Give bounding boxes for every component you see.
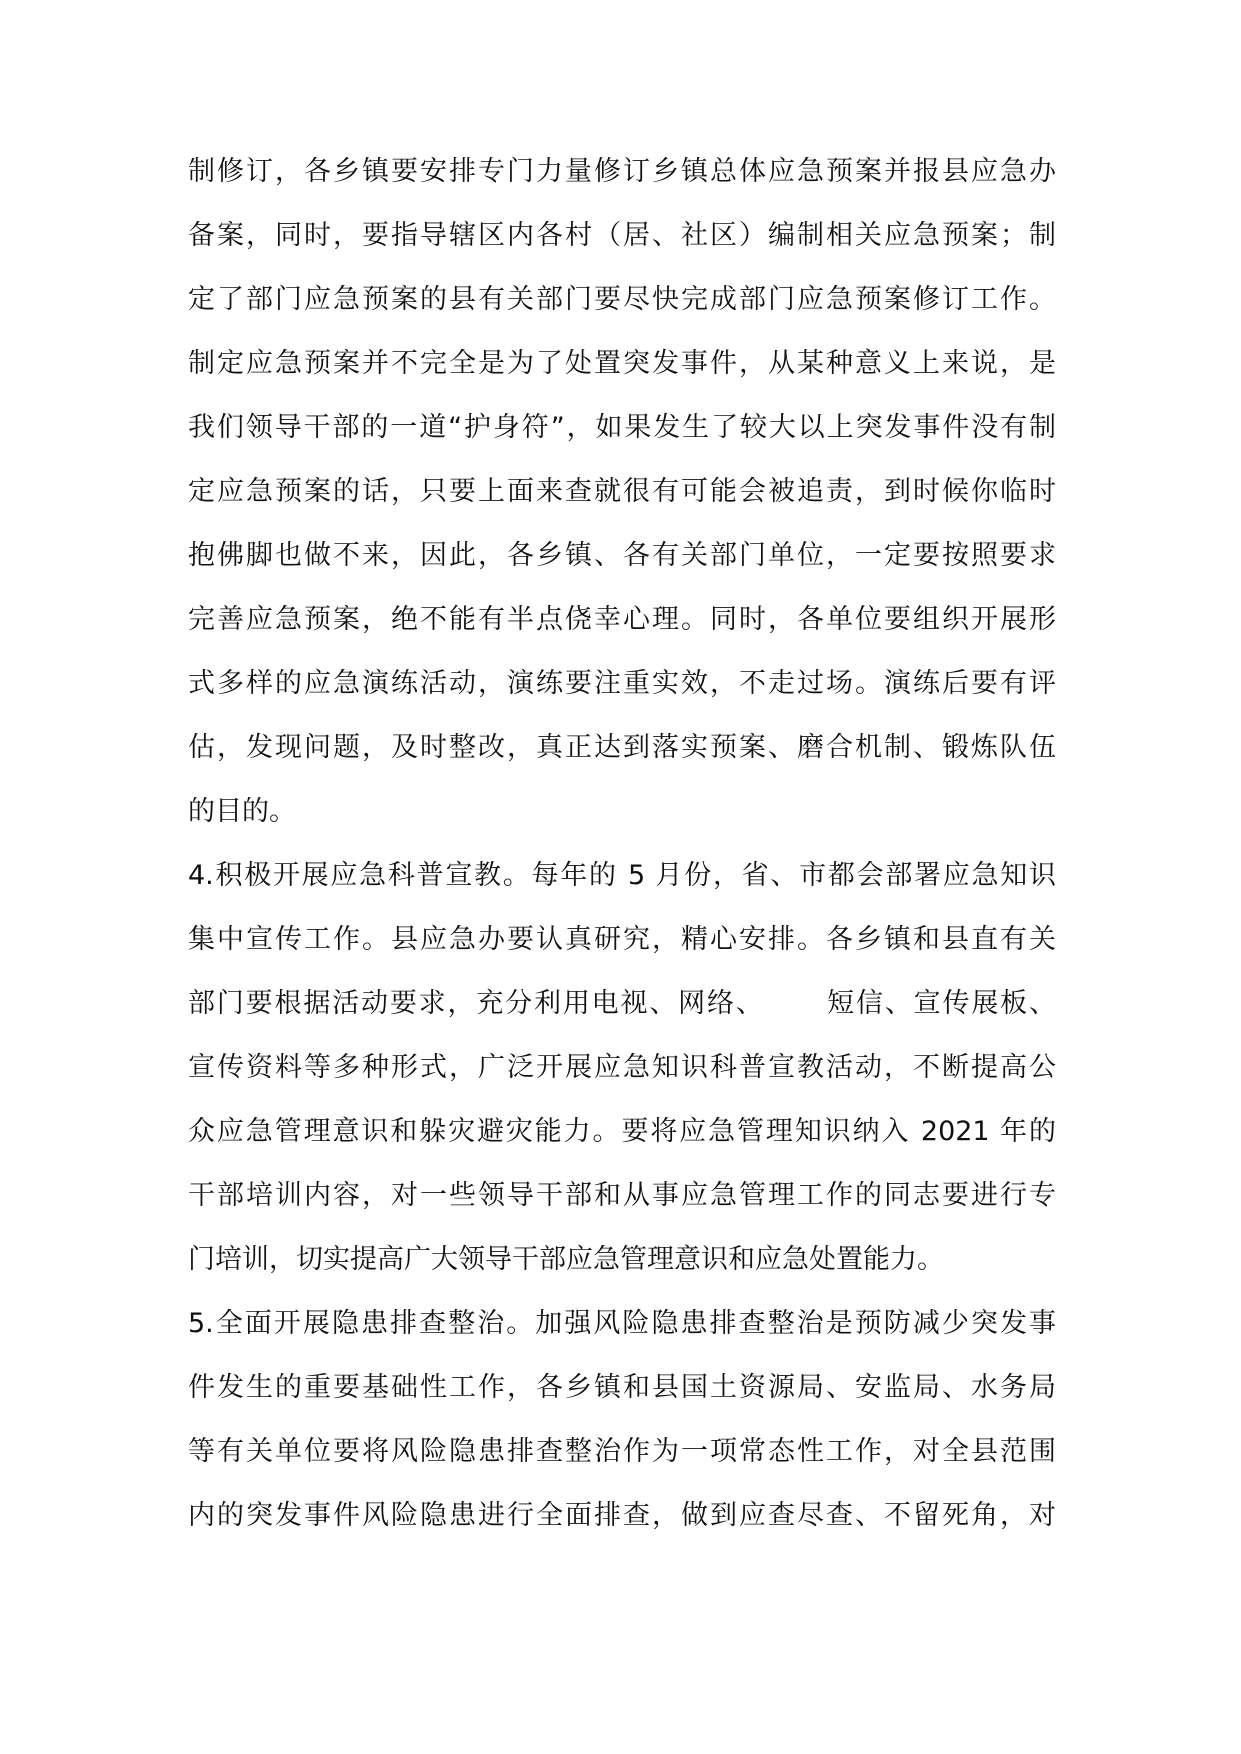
text-line: 抱佛脚也做不来，因此，各乡镇、各有关部门单位，一定要按照要求 <box>188 540 1056 571</box>
text-line: 备案，同时，要指导辖区内各村（居、社区）编制相关应急预案；制 <box>188 220 1056 251</box>
text-line: 内的突发事件风险隐患进行全面排查，做到应查尽查、不留死角，对 <box>188 1500 1056 1531</box>
text-line: 完善应急预案，绝不能有半点侥幸心理。同时，各单位要组织开展形 <box>188 604 1056 635</box>
text-line: 我们领导干部的一道“护身符”，如果发生了较大以上突发事件没有制 <box>188 412 1056 443</box>
text-line: 制修订，各乡镇要安排专门力量修订乡镇总体应急预案并报县应急办 <box>188 156 1056 187</box>
text-line: 式多样的应急演练活动，演练要注重实效，不走过场。演练后要有评 <box>188 668 1056 699</box>
text-line: 制定应急预案并不完全是为了处置突发事件，从某种意义上来说，是 <box>188 348 1056 379</box>
text-line: 4.积极开展应急科普宣教。每年的 5 月份，省、市都会部署应急知识 <box>188 860 1056 891</box>
text-line: 估，发现问题，及时整改，真正达到落实预案、磨合机制、锻炼队伍 <box>188 732 1056 763</box>
text-line: 干部培训内容，对一些领导干部和从事应急管理工作的同志要进行专 <box>188 1180 1056 1211</box>
text-line: 定了部门应急预案的县有关部门要尽快完成部门应急预案修订工作。 <box>188 284 1056 315</box>
text-line: 定应急预案的话，只要上面来查就很有可能会被追责，到时候你临时 <box>188 476 1056 507</box>
text-line: 门培训，切实提高广大领导干部应急管理意识和应急处置能力。 <box>188 1244 944 1275</box>
text-line: 件发生的重要基础性工作，各乡镇和县国土资源局、安监局、水务局 <box>188 1372 1056 1403</box>
text-line: 众应急管理意识和躲灾避灾能力。要将应急管理知识纳入 2021 年的 <box>188 1116 1056 1147</box>
text-line: 等有关单位要将风险隐患排查整治作为一项常态性工作，对全县范围 <box>188 1436 1056 1467</box>
text-line: 宣传资料等多种形式，广泛开展应急知识科普宣教活动，不断提高公 <box>188 1052 1056 1083</box>
text-line: 部门要根据活动要求，充分利用电视、网络、 短信、宣传展板、 <box>188 988 1056 1019</box>
text-line: 的目的。 <box>188 796 296 827</box>
text-line: 5.全面开展隐患排查整治。加强风险隐患排查整治是预防减少突发事 <box>188 1308 1056 1339</box>
body-text <box>188 140 1056 1548</box>
text-line: 集中宣传工作。县应急办要认真研究，精心安排。各乡镇和县直有关 <box>188 924 1056 955</box>
